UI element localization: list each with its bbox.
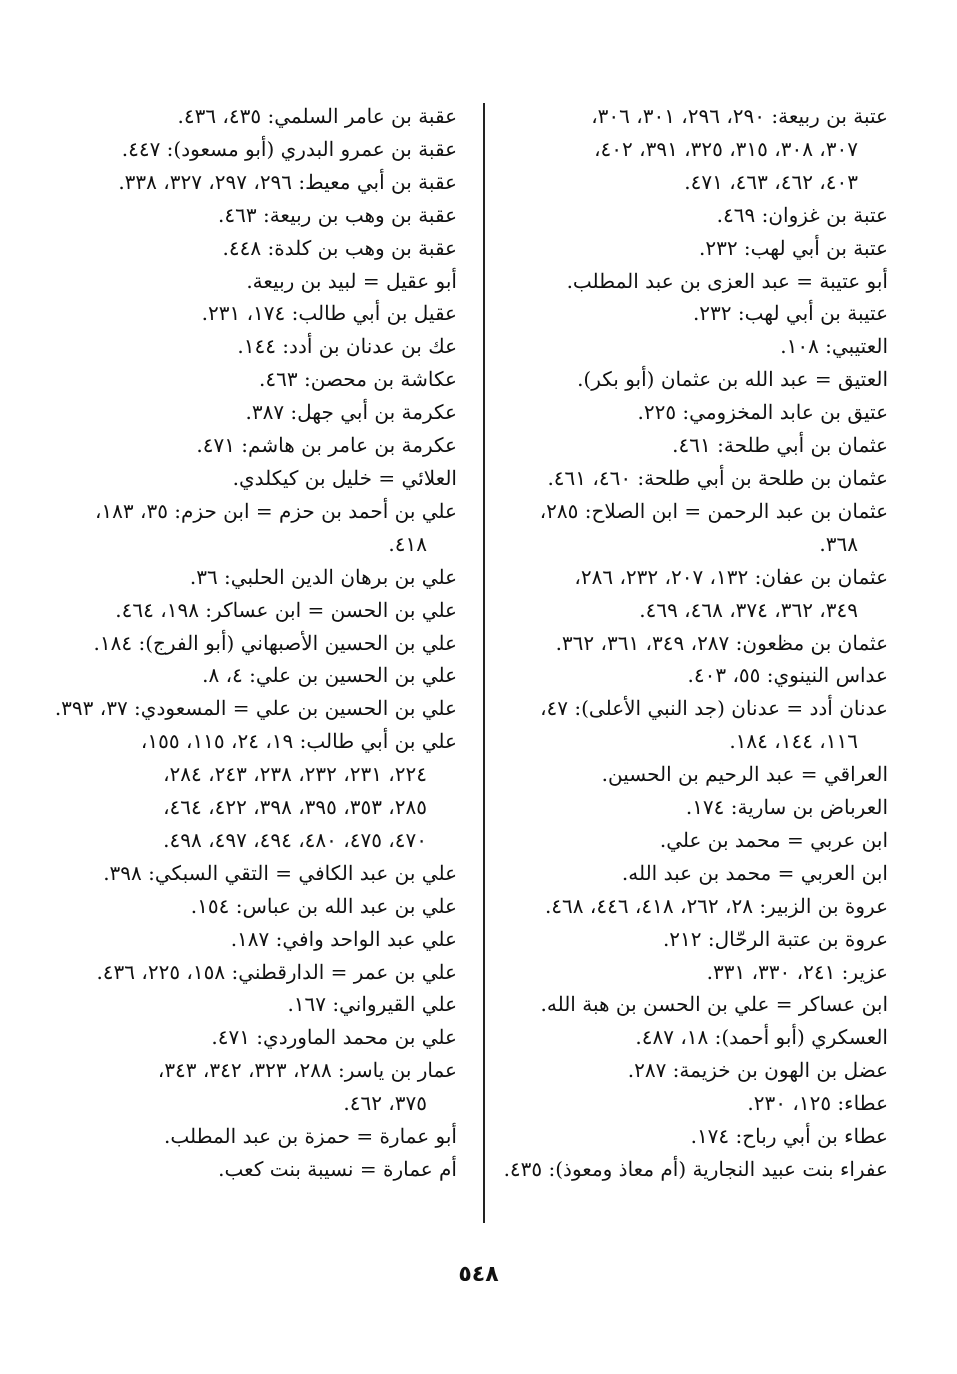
index-entry-continuation: ٣٦٨. [819,531,858,556]
index-entry: عكرمة بن عامر بن هاشم: ٤٧١. [196,433,457,458]
index-entry-continuation: ٤١٨. [388,531,427,556]
index-entry: ابن العربي = محمد بن عبد الله. [621,860,888,885]
index-entry: أم عمارة = نسيبة بنت كعب. [218,1157,457,1181]
index-entry-continuation: ٣٤٩، ٣٦٢، ٣٧٤، ٤٦٨، ٤٦٩. [639,597,858,622]
index-entry-continuation: ٤٧٠، ٤٧٥، ٤٨٠، ٤٩٤، ٤٩٧، ٤٩٨. [163,827,427,852]
index-entry-continuation: ٣٠٧، ٣٠٨، ٣١٥، ٣٢٥، ٣٩١، ٤٠٢، [594,136,858,161]
index-entry: علي بن الحسين الأصبهاني (أبو الفرج): ١٨٤. [93,630,457,655]
index-entry: عدنان أدد = عدنان (جد النبي الأعلى): ٤٧، [540,696,888,721]
index-entry: عكاشة بن محصن: ٤٦٣. [259,367,457,392]
index-entry: علي عبد الواحد وافي: ١٨٧. [230,926,457,951]
index-entry: عروة بن الزبير: ٢٨، ٢٦٢، ٤١٨، ٤٤٦، ٤٦٨. [544,893,888,918]
index-entry: علي بن عمر = الدارقطني: ١٥٨، ٢٢٥، ٤٣٦. [96,959,457,984]
index-entry: علي بن محمد الماوردي: ٤٧١. [211,1025,457,1050]
index-entry: علي القيرواني: ١٦٧. [287,992,457,1017]
index-entry: عقبة بن أبي معيط: ٢٩٦، ٢٩٧، ٣٢٧، ٣٣٨. [118,169,457,194]
index-entry: عتبة بن غزوان: ٤٦٩. [716,202,888,227]
index-entry: عثمان بن مظعون: ٢٨٧، ٣٤٩، ٣٦١، ٣٦٢. [555,630,888,655]
index-entry: عثمان بن عبد الرحمن = ابن الصلاح: ٢٨٥، [539,498,888,523]
index-entry: أبو عتيبة = عبد العزى بن عبد المطلب. [566,268,888,293]
index-entry: عزير: ٢٤١، ٣٣٠، ٣٣١. [706,959,888,984]
index-entry: عكرمة بن أبي جهل: ٣٨٧. [245,400,457,425]
index-entry: أبو عقيل = لبيد بن ربيعة. [246,268,457,293]
index-entry: علي بن أحمد بن حزم = ابن حزم: ٣٥، ١٨٣، [94,498,457,523]
index-entry: العتيق = عبد الله بن عثمان (أبو بكر). [577,367,888,392]
index-entry: عفراء بنت عبيد النجارية (أم معاذ ومعوذ): ٤٣٥. [503,1157,888,1181]
index-entry: علي بن عبد الكافي = التقي السبكي: ٣٩٨. [103,860,457,885]
column-divider [483,103,485,1223]
index-entry: عقبة بن عامر السلمي: ٤٣٥، ٤٣٦. [177,104,457,128]
index-entry: عضل بن الهون بن خزيمة: ٢٨٧. [627,1058,888,1083]
index-entry: عقبة بن عمرو البدري (أبو مسعود): ٤٤٧. [121,136,457,161]
index-entry: العرباض بن سارية: ١٧٤. [685,795,888,820]
index-entry: العلائي = خليل بن كيكلدي. [232,465,457,490]
index-entry: ابن عساكر = علي بن الحسن بن هبة الله. [540,992,888,1017]
index-entry: عتبة بن أبي لهب: ٢٣٢. [698,235,888,260]
index-entry: العراقي = عبد الرحيم بن الحسين. [601,762,888,787]
index-entry: علي بن أبي طالب: ١٩، ٢٤، ١١٥، ١٥٥، [140,729,457,754]
index-entry: العتيبي: ١٠٨. [780,334,888,359]
index-entry: عروة بن عتبة الرحّال: ٢١٢. [662,926,888,951]
index-column-right [503,100,888,1186]
index-entry: عطاء: ١٢٥، ٢٣٠. [747,1091,888,1116]
index-entry: عقبة بن وهب بن كلدة: ٤٤٨. [222,235,457,260]
index-entry: علي بن الحسن = ابن عساكر: ١٩٨، ٤٦٤. [115,597,457,622]
index-entry: علي بن الحسين بن علي = المسعودي: ٣٧، ٣٩٣. [54,696,457,721]
index-entry: أبو عمارة = حمزة بن عبد المطلب. [163,1124,457,1149]
index-entry: عتبة بن ربيعة: ٢٩٠، ٢٩٦، ٣٠١، ٣٠٦، [591,104,888,128]
index-entry: عتيق بن عابد المخزومي: ٢٢٥. [637,400,888,425]
index-entry-continuation: ١١٦، ١٤٤، ١٨٤. [729,729,858,754]
index-entry-continuation: ٣٧٥، ٤٦٢. [343,1091,427,1116]
index-entry: عك بن عدنان بن أدد: ١٤٤. [237,334,457,359]
index-entry: علي بن برهان الدين الحلبي: ٣٦. [189,564,457,589]
page-number: ٥٤٨ [458,1262,499,1287]
index-entry-continuation: ٢٢٤، ٢٣١، ٢٣٢، ٢٣٨، ٢٤٣، ٢٨٤، [163,762,427,787]
index-entry: عمار بن ياسر: ٢٨٨، ٣٢٣، ٣٤٢، ٣٤٣، [157,1058,457,1083]
index-entry: عثمان بن طلحة بن أبي طلحة: ٤٦٠، ٤٦١. [547,465,888,490]
index-entry: ابن عربي = محمد بن علي. [659,827,888,852]
index-entry: عقيل بن أبي طالب: ١٧٤، ٢٣١. [201,301,457,326]
index-entry: عتيبة بن أبي لهب: ٢٣٢. [692,301,888,326]
index-entry-continuation: ٢٨٥، ٣٥٣، ٣٩٥، ٣٩٨، ٤٢٢، ٤٦٤، [163,795,427,820]
index-entry: العسكري (أبو أحمد): ١٨، ٤٨٧. [635,1025,888,1050]
index-entry: عثمان بن أبي طلحة: ٤٦١. [672,433,888,458]
index-entry: عداس النينوي: ٥٥، ٤٠٣. [687,663,888,688]
index-entry: عثمان بن عفان: ١٣٢، ٢٠٧، ٢٣٢، ٢٨٦، [574,564,888,589]
index-entry-continuation: ٤٠٣، ٤٦٢، ٤٦٣، ٤٧١. [684,169,858,194]
index-entry: عقبة بن وهب بن ربيعة: ٤٦٣. [218,202,457,227]
index-entry: علي بن عبد الله بن عباس: ١٥٤. [190,893,457,918]
index-entry: عطاء بن أبي رباح: ١٧٤. [690,1124,888,1149]
index-entry: علي بن الحسين بن علي: ٤، ٨. [202,663,457,688]
index-column-left [54,100,457,1186]
